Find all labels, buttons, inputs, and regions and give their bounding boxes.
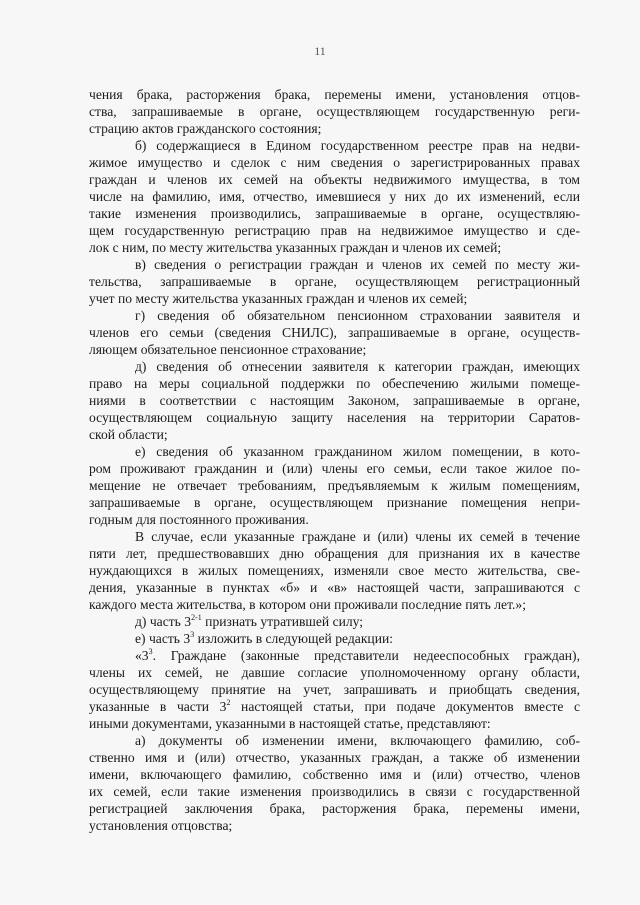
text-line bbox=[89, 783, 580, 800]
text-line bbox=[89, 681, 580, 698]
text-segment: . Граждане (законные представители недееспособных граждан), bbox=[152, 648, 580, 663]
text-line bbox=[89, 664, 580, 681]
text-line bbox=[89, 647, 580, 664]
text-segment: установления отцовства; bbox=[89, 818, 233, 833]
text-line: такие изменения производились, запрашиваемые в органе, осуществляю- bbox=[89, 206, 580, 221]
text-line bbox=[89, 749, 580, 766]
text-line: е) сведения об указанном гражданином жилом помещении, в кото- bbox=[135, 444, 580, 459]
text-line: ниями в соответствии с настоящим Законом, запрашиваемые в органе, bbox=[89, 393, 580, 408]
text-line: граждан и членов их семей на объекты недвижимого имущества, в том bbox=[89, 172, 580, 187]
text-line: ской области; bbox=[89, 427, 168, 442]
text-line: каждого места жительства, в котором они проживали последние пять лет.»; bbox=[89, 597, 526, 612]
text-line bbox=[89, 613, 580, 630]
superscript: 3 bbox=[190, 630, 195, 639]
page-number: 11 bbox=[314, 44, 326, 58]
text-line: тельства, запрашиваемые в органе, осуществляющем регистрационный bbox=[89, 274, 580, 289]
text-line bbox=[89, 732, 580, 749]
text-line: лок с ним, по месту жительства указанных граждан и членов их семей; bbox=[89, 240, 502, 255]
text-line bbox=[89, 800, 580, 817]
text-line: ства, запрашиваемые в органе, осуществляющем государственную реги- bbox=[89, 104, 580, 119]
text-line bbox=[89, 766, 580, 783]
text-segment: е) часть 3 bbox=[135, 631, 191, 646]
text-line: в) сведения о регистрации граждан и членов их семей по месту жи- bbox=[135, 257, 580, 272]
text-segment: признать утратившей силу; bbox=[201, 614, 364, 629]
text-line: чения брака, расторжения брака, перемены имени, установления отцов- bbox=[89, 87, 580, 102]
document-body bbox=[89, 86, 580, 834]
superscript: 2-1 bbox=[191, 613, 202, 622]
text-segment: ственно имя и (или) отчество, указанных граждан, а также об изменении bbox=[89, 750, 580, 765]
text-segment: «3 bbox=[135, 648, 149, 663]
text-line: ром проживают гражданин и (или) члены его семьи, если такое жилое по- bbox=[89, 461, 580, 476]
text-line: д) сведения об отнесении заявителя к категории граждан, имеющих bbox=[135, 359, 580, 374]
text-segment: а) документы об изменении имени, включающего фамилию, соб- bbox=[135, 733, 580, 748]
text-line: щем государственную регистрацию прав на недвижимое имущество и сде- bbox=[89, 223, 580, 238]
text-segment: осуществляющему принятие на учет, запрашивать и приобщать сведения, bbox=[89, 682, 580, 697]
text-line: годным для постоянного проживания. bbox=[89, 512, 309, 527]
text-segment: их семей, если такие изменения производились в связи с государственной bbox=[89, 784, 580, 799]
text-segment: д) часть 3 bbox=[135, 614, 192, 629]
superscript: 3 bbox=[148, 647, 153, 656]
text-line: б) содержащиеся в Едином государственном реестре прав на недви- bbox=[135, 138, 580, 153]
text-segment: члены их семей, не давшие согласие уполномоченному органу области, bbox=[89, 665, 580, 680]
text-line bbox=[89, 698, 580, 715]
text-line: г) сведения об обязательном пенсионном страховании заявителя и bbox=[135, 308, 580, 323]
text-line: членов его семьи (сведения СНИЛС), запрашиваемые в органе, осуществ- bbox=[89, 325, 580, 340]
text-segment: иными документами, указанными в настоящей статье, представляют: bbox=[89, 716, 491, 731]
superscript: 2 bbox=[226, 698, 231, 707]
text-line: В случае, если указанные граждане и (или) члены их семей в течение bbox=[135, 529, 580, 544]
text-line: дения, указанные в пунктах «б» и «в» настоящей части, запрашиваются с bbox=[89, 580, 580, 595]
text-line: мещение не отвечает требованиям, предъявляемым к жилым помещениям, bbox=[89, 478, 580, 493]
text-line bbox=[89, 817, 580, 834]
text-segment: регистрацией заключения брака, расторжения брака, перемены имени, bbox=[89, 801, 580, 816]
text-line: жимое имущество и сделок с ним сведения о зарегистрированных правах bbox=[89, 155, 580, 170]
text-line bbox=[89, 630, 580, 647]
text-line: учет по месту жительства указанных граждан и членов их семей; bbox=[89, 291, 468, 306]
text-line: запрашиваемые в органе, осуществляющем признание помещения непри- bbox=[89, 495, 580, 510]
text-segment: настоящей статьи, при подаче документов вместе с bbox=[230, 699, 580, 714]
text-segment: изложить в следующей редакции: bbox=[194, 631, 394, 646]
text-line: пяти лет, предшествовавших дню обращения для признания их в качестве bbox=[89, 546, 580, 561]
text-line: право на меры социальной поддержки по обеспечению жилыми помеще- bbox=[89, 376, 580, 391]
text-line: числе на фамилию, имя, отчество, имевшиеся у них до их изменений, если bbox=[89, 189, 580, 204]
text-segment: указанные в части 3 bbox=[89, 699, 227, 714]
text-segment: имени, включающего фамилию, собственно имя и (или) отчество, членов bbox=[89, 767, 580, 782]
text-line: осуществляющем социальную защиту населения на территории Саратов- bbox=[89, 410, 580, 425]
text-line: ляющем обязательное пенсионное страхование; bbox=[89, 342, 367, 357]
text-line: страцию актов гражданского состояния; bbox=[89, 121, 322, 136]
text-line: нуждающихся в жилых помещениях, изменяли свое место жительства, све- bbox=[89, 563, 580, 578]
text-line bbox=[89, 715, 580, 732]
